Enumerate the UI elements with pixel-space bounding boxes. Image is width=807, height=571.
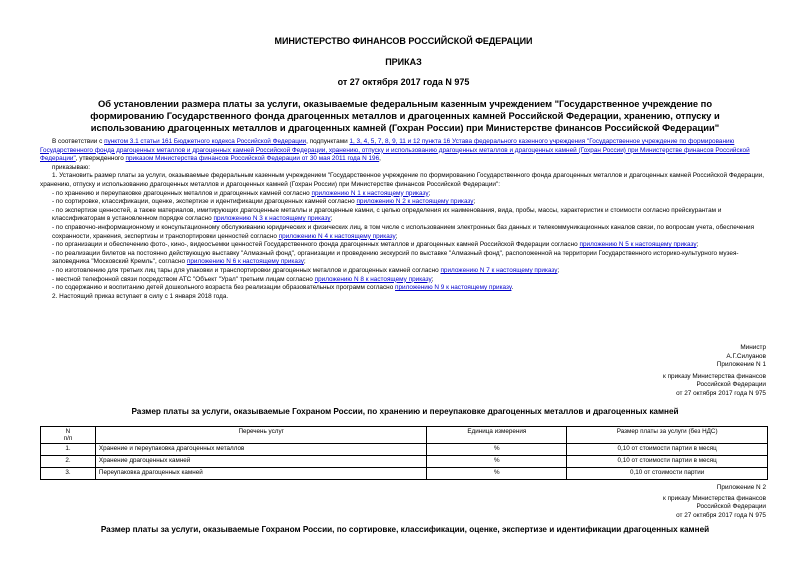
item-text: - по сортировке, классификации, оценке, экспертизе и идентификации драгоценных камней согласно [52,198,357,206]
document-title: Об установлении размера платы за услуги, оказываемые федеральным казенным учреждением "Государственное учреждение по формированию Государственного фонда драгоценных металлов и драгоценных камней Российской Федерации, хранению, отпуску и использованию драгоценных металлов и драгоценных камней (Гохран России) при Министерстве финансов Российской Федерации" [90,98,720,133]
cell-service: Хранение драгоценных камней [95,456,427,468]
header-number [41,427,96,444]
table-row [41,456,768,468]
header-number-line: п/п [63,435,73,442]
cell-service: Хранение и переупаковка драгоценных металлов [95,444,427,456]
table-header-row [41,427,768,444]
document-date-number: от 27 октября 2017 года N 975 [337,77,470,87]
list-item [40,276,770,285]
appendix-1-label: Приложение N 1 [716,361,766,369]
table-row [41,468,768,480]
order-word: приказываю: [52,163,90,171]
item-text: - местной телефонной связи посредством АТС "Объект "Урал" третьим лицам согласно [52,275,315,283]
cell-number: 3. [41,468,96,480]
appendix-2-ref-line: от 27 октября 2017 года N 975 [676,511,766,519]
point-1: 1. Установить размер платы за услуги, оказываемые федеральным казенным учреждением "Государственное учреждение по формированию Государственного фонда драгоценных металлов и драгоценных камней Российской Федерации, хранению, отпуску и использованию драгоценных металлов и драгоценных камней (Гохран России) при Министерстве финансов Российской Федерации": [40,172,765,188]
fee-table [40,426,768,480]
list-item [40,224,770,241]
item-text: - по организации и обеспечению фото-, кино-, видеосъемки ценностей Государственного фонда драгоценных металлов и драгоценных камней Российской Федерации согласно [52,241,580,249]
table-row [41,444,768,456]
item-text: - по экспертизе ценностей, а также материалов, имитирующих драгоценные металлы и драгоценные камни, с целью определения их наименования, вида, пробы, массы, характеристик и стоимости согласно прейскурантам и классификаторам в установленном порядке согласно [52,206,722,223]
appendix-3-link[interactable]: приложению N 3 к настоящему приказу [213,215,331,223]
cell-unit: % [427,444,567,456]
preamble-text: В соответствии с [52,138,105,145]
cell-service: Переупаковка драгоценных камней [95,468,427,480]
item-end: ; [395,232,398,240]
appendix-2-title: Размер платы за услуги, оказываемые Гохраном России, по сортировке, классификации, оценке, экспертизе и идентификации драгоценных камней [100,525,710,534]
appendix-9-link[interactable]: приложению N 9 к настоящему приказу [395,284,512,292]
cell-number: 2. [41,456,96,468]
item-end: ; [557,266,560,274]
document-type: ПРИКАЗ [385,57,422,67]
item-text: - по изготовлению для третьих лиц тары для упаковки и транспортировки драгоценных металлов и драгоценных камней согласно [52,266,441,274]
item-text: - по справочно-информационному и консультационному обслуживанию юридических и физических лиц, в том числе с использованием электронных баз данных и телекоммуникационных каналов связи, по вопросам учета, обеспечения сохранности, хранения, экспертизы и транспортировки ценностей согласно [52,223,755,240]
item-end: ; [428,189,431,197]
signature-block [560,344,766,399]
item-end: ; [330,215,333,223]
item-text: - по хранению и переупаковке драгоценных металлов и драгоценных камней согласно [52,189,312,197]
appendix-4-link[interactable]: приложению N 4 к настоящему приказу [278,232,396,240]
point-2: 2. Настоящий приказ вступает в силу с 1 января 2018 года. [52,292,229,300]
list-item [40,198,770,207]
cell-unit: % [427,468,567,480]
appendix-2-ref-line: к приказу Министерства финансов [663,494,766,502]
item-end: ; [696,241,699,249]
document-body [40,138,770,301]
header-fee: Размер платы за услуги (без НДС) [567,427,768,444]
list-item [40,284,770,293]
ministry-heading: МИНИСТЕРСТВО ФИНАНСОВ РОССИЙСКОЙ ФЕДЕРАЦИИ [274,36,533,46]
header-service: Перечень услуг [95,427,427,444]
preamble-text: , [379,155,381,163]
item-text: - по реализации билетов на постоянно действующую выставку "Алмазный фонд", организации и проведению экскурсий по выставке "Алмазный фонд", расположенной на территории Государственного историко-культурного музея-заповедника "Московский Кремль", согласно [52,249,739,266]
signature-position: Министр [740,344,766,351]
list-item [40,267,770,276]
list-item [40,207,770,224]
cell-number: 1. [41,444,96,456]
cell-fee: 0,10 от стоимости партии [567,468,768,480]
item-end: ; [431,275,434,283]
appendix-5-link[interactable]: приложению N 5 к настоящему приказу [579,241,697,249]
list-item [40,241,770,250]
header-unit: Единица измерения [427,427,567,444]
preamble-text: , утвержденного [75,155,126,163]
signature-name: А.Г.Силуанов [726,352,766,360]
item-end: ; [473,198,476,206]
order-196-link[interactable]: приказом Министерства финансов Российской Федерации от 30 мая 2011 года N 196 [125,155,380,163]
preamble-paragraph [40,138,770,164]
appendix-1-ref-line: от 27 октября 2017 года N 975 [676,389,766,397]
cell-fee: 0,10 от стоимости партии в месяц [567,456,768,468]
cell-fee: 0,10 от стоимости партии в месяц [567,444,768,456]
appendix-8-link[interactable]: приложению N 8 к настоящему приказу [314,275,432,283]
header-number-line: N [65,428,71,435]
list-item [40,190,770,199]
appendix-2-label: Приложение N 2 [716,484,766,491]
appendix-1-ref-line: к приказу Министерства финансов [663,372,766,380]
budget-code-link[interactable]: пунктом 3.1 статьи 161 Бюджетного кодекса Российской Федерации [104,138,307,145]
appendix-2-ref-line: Российской Федерации [696,503,766,511]
item-text: - по содержанию и воспитанию детей дошкольного возраста без реализации образовательных программ согласно [52,284,396,292]
appendix-7-link[interactable]: приложению N 7 к настоящему приказу [440,266,558,274]
appendix-1-title: Размер платы за услуги, оказываемые Гохраном России, по хранению и переупаковке драгоценных металлов и драгоценных камней [131,407,679,416]
preamble-text: , подпунктами [306,138,350,145]
appendix-2-link[interactable]: приложению N 2 к настоящему приказу [356,198,474,206]
appendix-2-block [560,484,766,520]
item-end: ; [303,258,306,266]
item-end: . [511,284,514,292]
list-item [40,250,770,267]
appendix-1-link[interactable]: приложению N 1 к настоящему приказу [311,189,429,197]
appendix-6-link[interactable]: приложению N 6 к настоящему приказу [186,258,304,266]
cell-unit: % [427,456,567,468]
appendix-1-ref-line: Российской Федерации [696,381,766,389]
charter-link[interactable]: 1, 3, 4, 5, 7, 8, 9, 11 и 12 пункта 16 Устава федерального казенного учреждения "Государственное учреждение по формированию Государственного фонда драгоценных металлов и драгоценных камней Российской Федерации, хранению, отпуску и использованию драгоценных металлов и драгоценных камней (Гохран России) при Министерстве финансов Российской Федерации" [40,138,750,163]
